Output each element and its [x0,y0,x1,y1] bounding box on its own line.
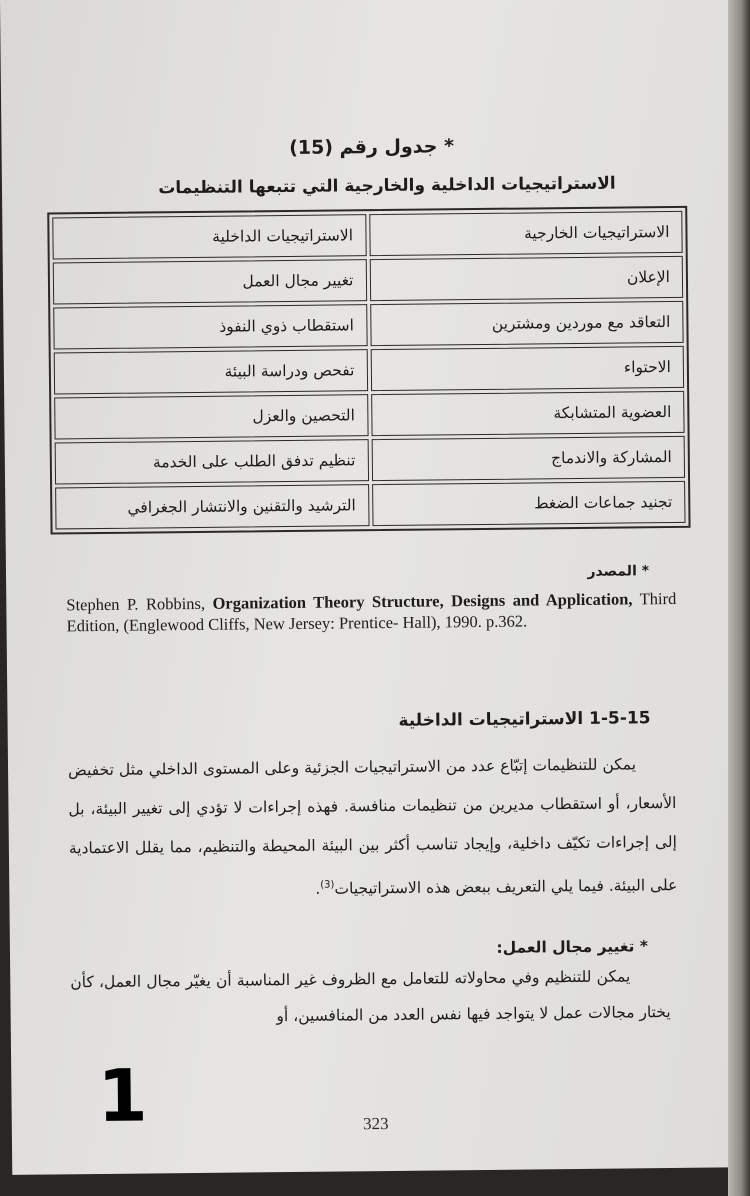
subsection-heading: * تغيير مجال العمل: [496,937,649,957]
paragraph-text: يمكن للتنظيمات إتبّاع عدد من الاستراتيجيات الجزئية وعلى المستوى الداخلي مثل تخفيض الأسعار، أو استقطاب مديرين من تنظيمات منافسة. فهذه إجراءات لا تؤدي إلى تغيير البيئة، بل إلى إجراءات تكيّف داخلية، وإيجاد تناسب أكثر بين البيئة المحيطة والتنظيم، مما يقلل الاعتمادية على البيئة. فيما يلي التعريف ببعض هذه الاستراتيجيات [67,755,678,898]
table-title: * جدول رقم (15) [289,135,455,159]
cell-external: التعاقد مع موردين ومشترين [370,301,684,346]
header-external: الاستراتيجيات الخارجية [369,211,683,256]
page-edge-shadow [728,0,750,1196]
cell-external: الاحتواء [370,346,684,391]
cell-external: العضوية المتشابكة [371,391,685,436]
cell-external: الإعلان [369,256,683,301]
cell-internal: التحصين والعزل [54,394,368,439]
table-row [55,436,685,485]
table-row [54,346,684,395]
cell-internal: تغيير مجال العمل [53,259,367,304]
table-row [53,256,683,305]
header-internal: الاستراتيجيات الداخلية [52,214,366,259]
handwritten-marker: 1 [97,1053,149,1139]
section-heading: 1-5-15 الاستراتيجيات الداخلية [398,708,651,731]
subsection-paragraph-text: يمكن للتنظيم وفي محاولاته للتعامل مع الظروف غير المناسبة أن يغيّر مجال العمل، كأن يختار مجالات عمل لا يتواجد فيها نفس العدد من المنافسين، أو [70,967,671,1026]
section-paragraph [68,745,678,912]
page-number: 323 [362,1113,389,1134]
subsection-paragraph [70,958,671,1036]
footnote-ref: (3) [320,879,335,891]
cell-external: المشاركة والاندماج [371,436,685,481]
cell-external: تجنيد جماعات الضغط [372,481,686,526]
cell-internal: تنظيم تدفق الطلب على الخدمة [55,439,369,484]
cell-internal: تفحص ودراسة البيئة [54,349,368,394]
source-label: * المصدر [587,563,650,580]
table-row [54,391,684,440]
cell-internal: الترشيد والتقنين والانتشار الجغرافي [55,484,369,529]
table-subtitle: الاستراتيجيات الداخلية والخارجية التي تتبعها التنظيمات [158,173,616,199]
table-header-row [52,211,682,260]
citation-details: Third Edition, (Englewood Cliffs, New Jersey: Prentice- Hall), 1990. p.362. [66,588,677,636]
citation-author: Stephen P. Robbins, [66,593,206,615]
citation-book-title: Organization Theory Structure, Designs and Application, [212,589,633,613]
table-row [53,301,683,350]
paragraph-end: . [315,879,321,898]
source-citation [66,588,676,636]
cell-internal: استقطاب ذوي النفوذ [53,304,367,349]
strategies-table [47,206,690,535]
table-row [55,481,685,530]
